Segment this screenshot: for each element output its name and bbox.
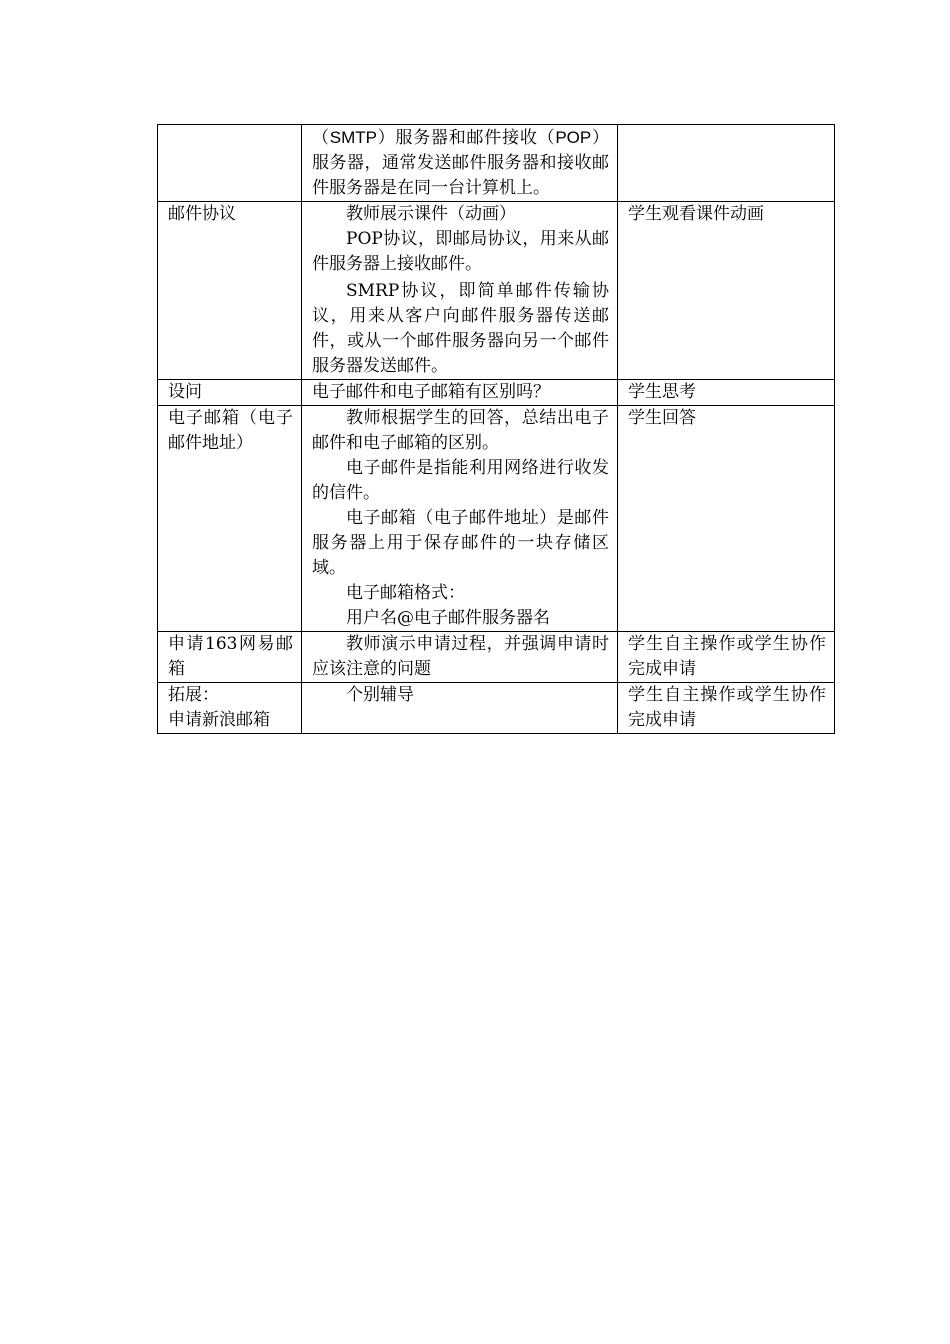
teacher-paragraph: 教师展示课件（动画）	[346, 204, 516, 224]
topic-cell: 设问	[158, 380, 302, 406]
teacher-paragraph: POP协议，即邮局协议，用来从邮件服务器上接收邮件。	[312, 229, 609, 274]
student-activity-cell: 学生回答	[618, 406, 835, 632]
topic-cell	[158, 125, 302, 202]
table-row	[158, 202, 835, 380]
teacher-paragraph: 电子邮箱格式：	[346, 583, 465, 603]
teacher-paragraph: SMRP协议，即简单邮件传输协议，用来从客户向邮件服务器传送邮件，或从一个邮件服务器向另一个邮件服务器发送邮件。	[312, 281, 609, 376]
student-activity-cell: 学生观看课件动画	[618, 202, 835, 380]
teacher-activity-cell	[302, 125, 618, 202]
lesson-plan-table	[157, 124, 835, 734]
teacher-activity-cell: 个别辅导	[302, 683, 618, 734]
table-row	[158, 683, 835, 734]
teacher-activity-cell	[302, 406, 618, 632]
teacher-activity-cell	[302, 202, 618, 380]
teacher-paragraph: 教师根据学生的回答，总结出电子邮件和电子邮箱的区别。	[312, 408, 609, 453]
teacher-paragraph: 用户名@电子邮件服务器名	[346, 608, 550, 628]
teacher-paragraph: （SMTP）服务器和邮件接收（POP）服务器，通常发送邮件服务器和接收邮件服务器是在同一台计算机上。	[312, 128, 610, 198]
table-row	[158, 125, 835, 202]
pop-term: POP	[555, 128, 592, 147]
topic-cell: 申请163网易邮箱	[158, 632, 302, 683]
student-activity-cell: 学生自主操作或学生协作完成申请	[618, 683, 835, 734]
student-activity-cell: 学生自主操作或学生协作完成申请	[618, 632, 835, 683]
table-row	[158, 632, 835, 683]
topic-cell: 拓展： 申请新浪邮箱	[158, 683, 302, 734]
teacher-activity-cell: 电子邮件和电子邮箱有区别吗？	[302, 380, 618, 406]
student-activity-cell: 学生思考	[618, 380, 835, 406]
table-row	[158, 380, 835, 406]
smtp-term: SMTP	[329, 128, 377, 147]
student-activity-cell	[618, 125, 835, 202]
topic-cell: 邮件协议	[158, 202, 302, 380]
topic-cell: 电子邮箱（电子邮件地址）	[158, 406, 302, 632]
teacher-activity-cell: 教师演示申请过程，并强调申请时应该注意的问题	[302, 632, 618, 683]
teacher-paragraph: 电子邮件是指能利用网络进行收发的信件。	[312, 458, 609, 503]
table-row	[158, 406, 835, 632]
teacher-paragraph: 电子邮箱（电子邮件地址）是邮件服务器上用于保存邮件的一块存储区域。	[312, 508, 609, 578]
